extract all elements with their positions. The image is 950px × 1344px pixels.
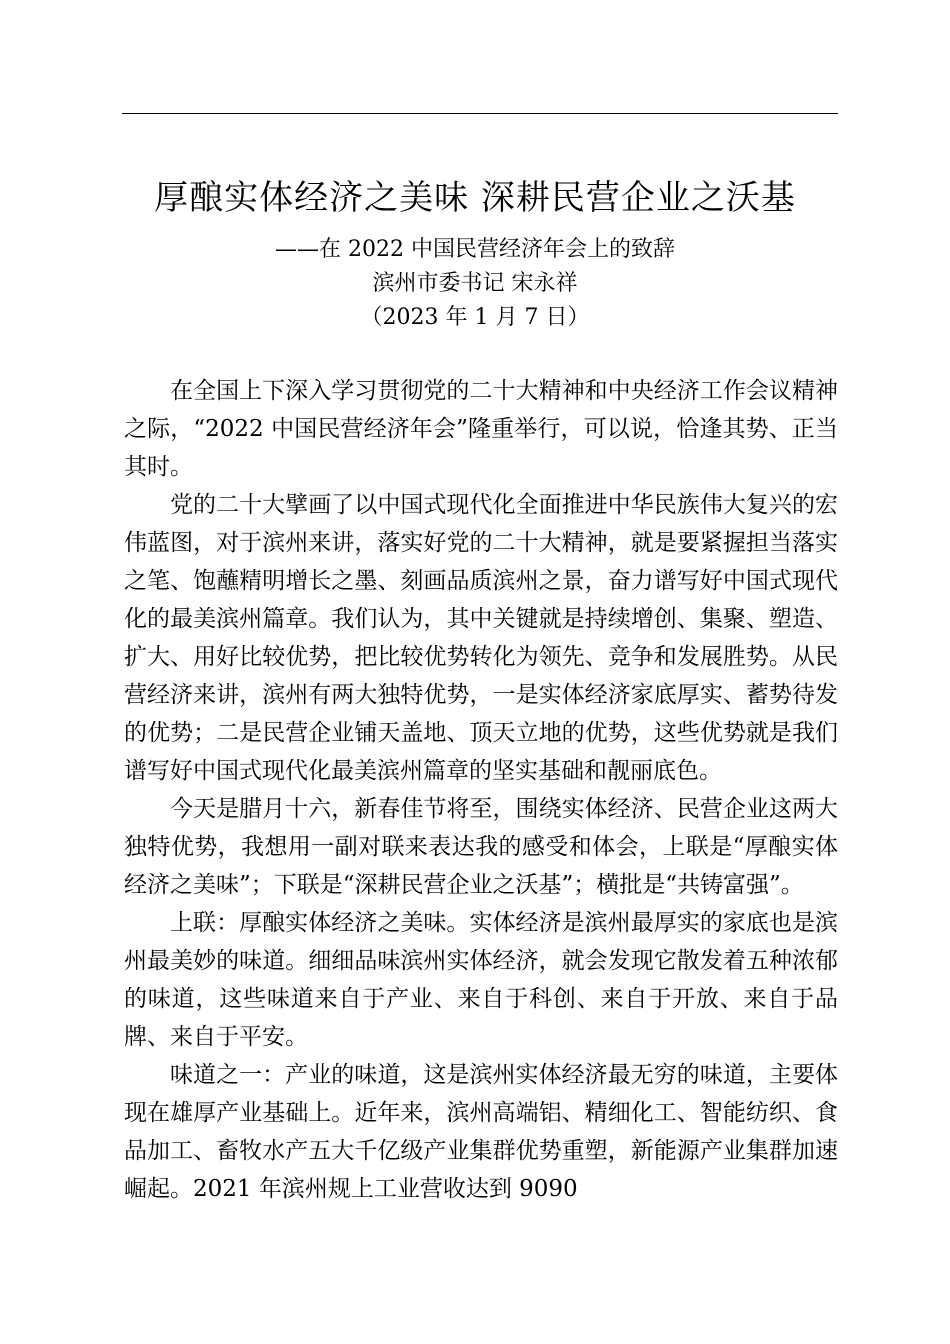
subtitle-block <box>0 233 950 335</box>
paragraph: 上联：厚酿实体经济之美味。实体经济是滨州最厚实的家底也是滨州最美妙的味道。细细品味滨州实体经济，就会发现它散发着五种浓郁的味道，这些味道来自于产业、来自于科创、来自于开放、来自于品牌、来自于平安。 <box>124 910 838 1050</box>
document-date: （2023 年 1 月 7 日） <box>360 305 590 330</box>
paragraph: 在全国上下深入学习贯彻党的二十大精神和中央经济工作会议精神之际，“2022 中国民营经济年会”隆重举行，可以说，恰逢其势、正当其时。 <box>124 378 838 480</box>
paragraph: 味道之一：产业的味道，这是滨州实体经济最无穷的味道，主要体现在雄厚产业基础上。近年来，滨州高端铝、精细化工、智能纺织、食品加工、畜牧水产五大千亿级产业集群优势重塑，新能源产业集群加速崛起。2021 年滨州规上工业营收达到 9090 <box>124 1062 838 1202</box>
document-title: 厚酿实体经济之美味 深耕民营企业之沃基 <box>154 178 796 218</box>
paragraph: 党的二十大擘画了以中国式现代化全面推进中华民族伟大复兴的宏伟蓝图，对于滨州来讲，落实好党的二十大精神，就是要紧握担当落实之笔、饱蘸精明增长之墨、刻画品质滨州之景，奋力谱写好中国式现代化的最美滨州篇章。我们认为，其中关键就是持续增创、集聚、塑造、扩大、用好比较优势，把比较优势转化为领先、竞争和发展胜势。从民营经济来讲，滨州有两大独特优势，一是实体经济家底厚实、蓄势待发的优势；二是民营企业铺天盖地、顶天立地的优势，这些优势就是我们谱写好中国式现代化最美滨州篇章的坚实基础和靓丽底色。 <box>124 492 838 784</box>
header-rule <box>122 113 838 114</box>
document-body <box>124 372 838 1208</box>
document-subtitle: ——在 2022 中国民营经济年会上的致辞 <box>275 237 675 262</box>
document-author: 滨州市委书记 宋永祥 <box>372 271 578 296</box>
paragraph: 今天是腊月十六，新春佳节将至，围绕实体经济、民营企业这两大独特优势，我想用一副对联来表达我的感受和体会，上联是“厚酿实体经济之美味”；下联是“深耕民营企业之沃基”；横批是“共铸富强”。 <box>124 796 838 898</box>
